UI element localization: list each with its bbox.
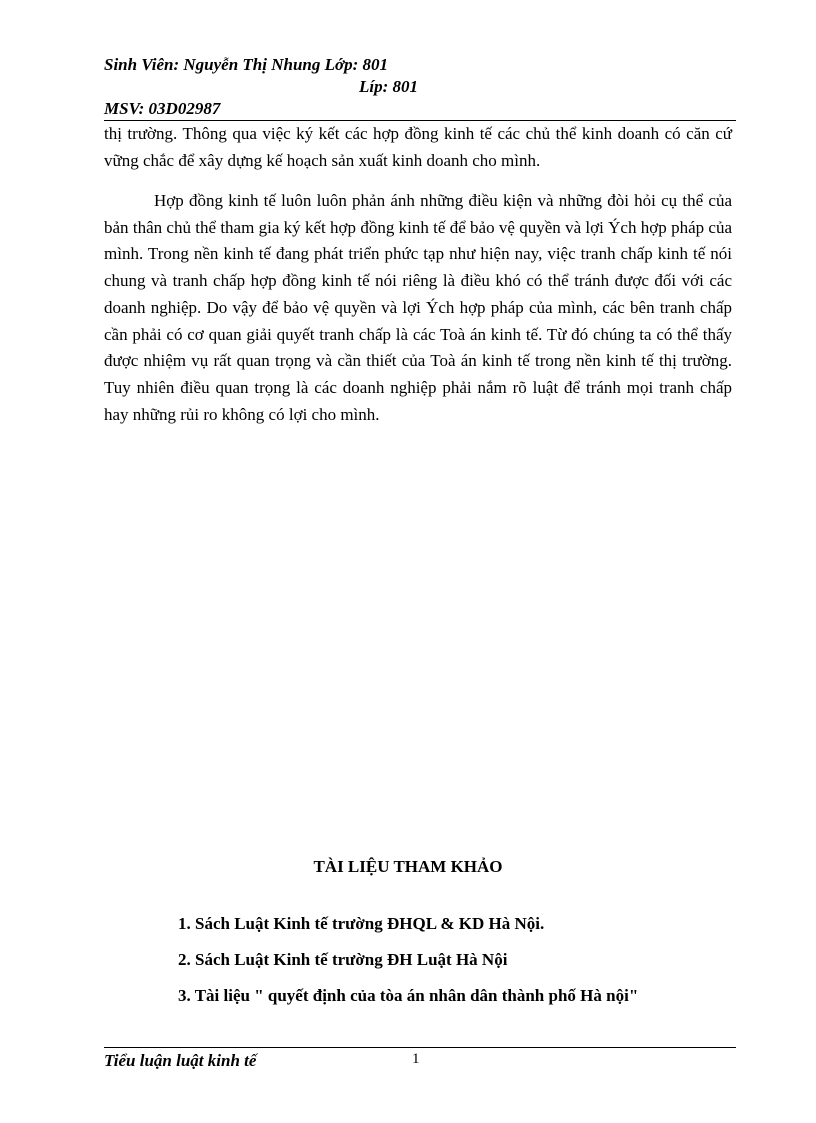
body-paragraph-1: thị trường. Thông qua việc ký kết các hợp đồng kinh tế các chủ thể kinh doanh có căn cứ vững chắc để xây dựng kế hoạch sản xuất kinh doanh cho mình. — [104, 124, 732, 170]
references-title: TÀI LIỆU THAM KHẢO — [313, 857, 503, 876]
footer-title: Tiểu luận luật kinh tế — [104, 1051, 257, 1070]
page-number: 1 — [412, 1051, 420, 1067]
header-student-id: MSV: 03D02987 — [104, 99, 221, 118]
references-list — [178, 914, 638, 1022]
footer-rule — [104, 1047, 736, 1048]
header-student-info: Sinh Viên: Nguyễn Thị Nhung Lớp: 801 — [104, 55, 389, 74]
reference-item: 1. Sách Luật Kinh tế trường ĐHQL & KD Hà Nội. — [178, 914, 545, 933]
header-class: Líp: 801 — [359, 77, 419, 96]
reference-item: 2. Sách Luật Kinh tế trường ĐH Luật Hà Nội — [178, 950, 508, 969]
body-paragraph-2: Hợp đồng kinh tế luôn luôn phản ánh những điều kiện và những đòi hỏi cụ thể của bản thân chủ thể tham gia ký kết hợp đồng kinh tế để bảo vệ quyền và lợi Ých hợp pháp của mình. Trong nền kinh tế đang phát triển phức tạp như hiện nay, việc tranh chấp kinh tế nói chung và tranh chấp hợp đồng kinh tế nói riêng là điều khó có thể tránh được đối với các doanh nghiệp. Do vậy để bảo vệ quyền và lợi Ých hợp pháp của mình, các bên tranh chấp cần phải có cơ quan giải quyết tranh chấp là các Toà án kinh tế. Từ đó chúng ta có thể thấy được nhiệm vụ rất quan trọng và cần thiết của Toà án kinh tế trong nền kinh tế thị trường. Tuy nhiên điều quan trọng là các doanh nghiệp phải nắm rõ luật để tránh mọi tranh chấp hay những rủi ro không có lợi cho mình. — [104, 191, 732, 424]
reference-item: 3. Tài liệu " quyết định của tòa án nhân dân thành phố Hà nội" — [178, 986, 639, 1005]
